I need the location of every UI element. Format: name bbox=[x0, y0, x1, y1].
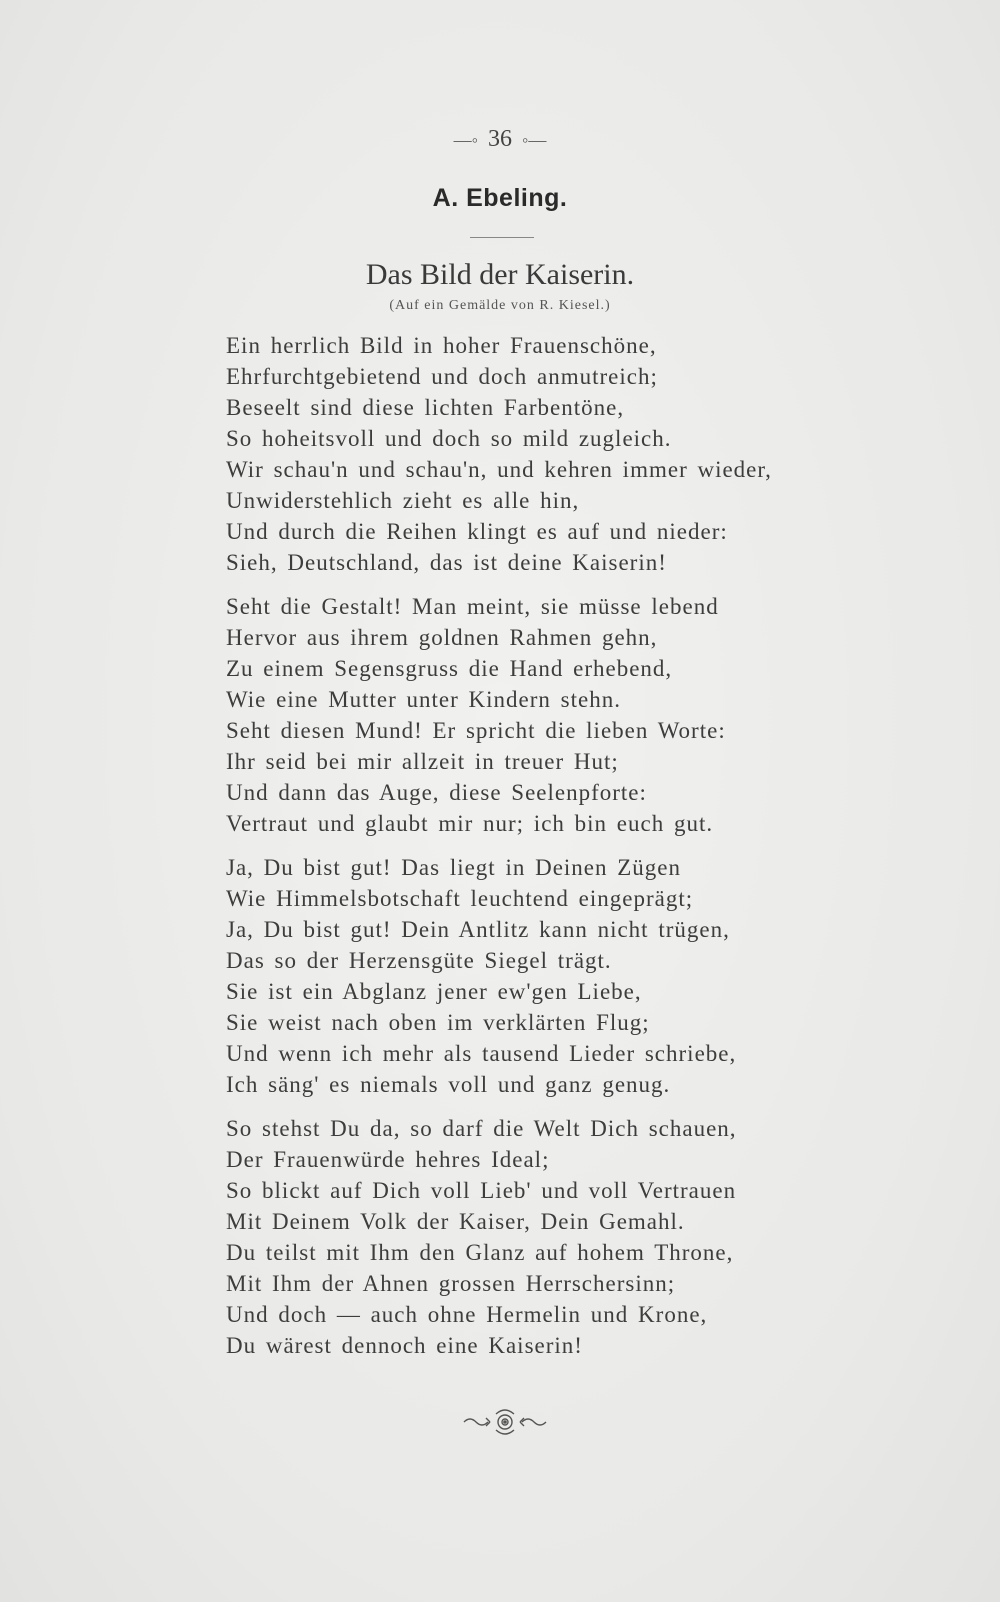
poem-title: Das Bild der Kaiserin. bbox=[365, 258, 635, 291]
poem-line: Beseelt sind diese lichten Farbentöne, bbox=[226, 395, 625, 420]
page-number: 36 bbox=[488, 126, 512, 152]
poem-line: So blickt auf Dich voll Lieb' und voll Vertrauen bbox=[226, 1178, 737, 1203]
poem-line: Ja, Du bist gut! Das liegt in Deinen Zügen bbox=[226, 855, 682, 880]
poem-line: Du wärest dennoch eine Kaiserin! bbox=[226, 1333, 583, 1358]
poem-line: Ein herrlich Bild in hoher Frauenschöne, bbox=[226, 333, 657, 358]
stanza-1 bbox=[226, 330, 846, 578]
poem-line: Sie weist nach oben im verklärten Flug; bbox=[226, 1010, 650, 1035]
poem-line: Unwiderstehlich zieht es alle hin, bbox=[226, 488, 580, 513]
poem-line: So stehst Du da, so darf die Welt Dich schauen, bbox=[226, 1116, 737, 1141]
poem-line: Du teilst mit Ihm den Glanz auf hohem Throne, bbox=[226, 1240, 734, 1265]
poem-line: Zu einem Segensgruss die Hand erhebend, bbox=[226, 656, 673, 681]
poem-line: Wir schau'n und schau'n, und kehren immer wieder, bbox=[226, 457, 772, 482]
right-arrow-ornament-icon: ◦— bbox=[522, 129, 547, 150]
poem-subtitle: (Auf ein Gemälde von R. Kiesel.) bbox=[389, 298, 611, 313]
poem-body bbox=[226, 330, 846, 1374]
poem-line: Wie eine Mutter unter Kindern stehn. bbox=[226, 687, 621, 712]
poem-line: Wie Himmelsbotschaft leuchtend eingeprägt; bbox=[226, 886, 694, 911]
poem-line: Das so der Herzensgüte Siegel trägt. bbox=[226, 948, 612, 973]
poem-line: Hervor aus ihrem goldnen Rahmen gehn, bbox=[226, 625, 658, 650]
page-header bbox=[0, 126, 1000, 153]
poem-line: Und wenn ich mehr als tausend Lieder schriebe, bbox=[226, 1041, 737, 1066]
poem-line: Der Frauenwürde hehres Ideal; bbox=[226, 1147, 550, 1172]
poem-line: Seht die Gestalt! Man meint, sie müsse lebend bbox=[226, 594, 719, 619]
divider bbox=[470, 237, 534, 238]
poem-line: Mit Ihm der Ahnen grossen Herrschersinn; bbox=[226, 1271, 676, 1296]
stanza-3 bbox=[226, 852, 846, 1100]
poem-line: Ihr seid bei mir allzeit in treuer Hut; bbox=[226, 749, 619, 774]
poem-line: Sie ist ein Abglanz jener ew'gen Liebe, bbox=[226, 979, 642, 1004]
poem-line: Mit Deinem Volk der Kaiser, Dein Gemahl. bbox=[226, 1209, 685, 1234]
poem-line: Sieh, Deutschland, das ist deine Kaiserin! bbox=[226, 550, 667, 575]
poem-line: Ja, Du bist gut! Dein Antlitz kann nicht trügen, bbox=[226, 917, 730, 942]
poem-line: Und dann das Auge, diese Seelenpforte: bbox=[226, 780, 647, 805]
poem-line: So hoheitsvoll und doch so mild zugleich. bbox=[226, 426, 672, 451]
poem-line: Vertraut und glaubt mir nur; ich bin euch gut. bbox=[226, 811, 714, 836]
floral-vignette-icon bbox=[460, 1404, 550, 1440]
poem-line: Und doch — auch ohne Hermelin und Krone, bbox=[226, 1302, 708, 1327]
stanza-2 bbox=[226, 591, 846, 839]
author-name: A. Ebeling. bbox=[432, 184, 568, 212]
left-arrow-ornament-icon: —◦ bbox=[453, 129, 478, 150]
poem-line: Ehrfurchtgebietend und doch anmutreich; bbox=[226, 364, 658, 389]
poem-line: Seht diesen Mund! Er spricht die lieben Worte: bbox=[226, 718, 726, 743]
poem-line: Und durch die Reihen klingt es auf und nieder: bbox=[226, 519, 728, 544]
stanza-4 bbox=[226, 1113, 846, 1361]
poem-line: Ich säng' es niemals voll und ganz genug. bbox=[226, 1072, 671, 1097]
